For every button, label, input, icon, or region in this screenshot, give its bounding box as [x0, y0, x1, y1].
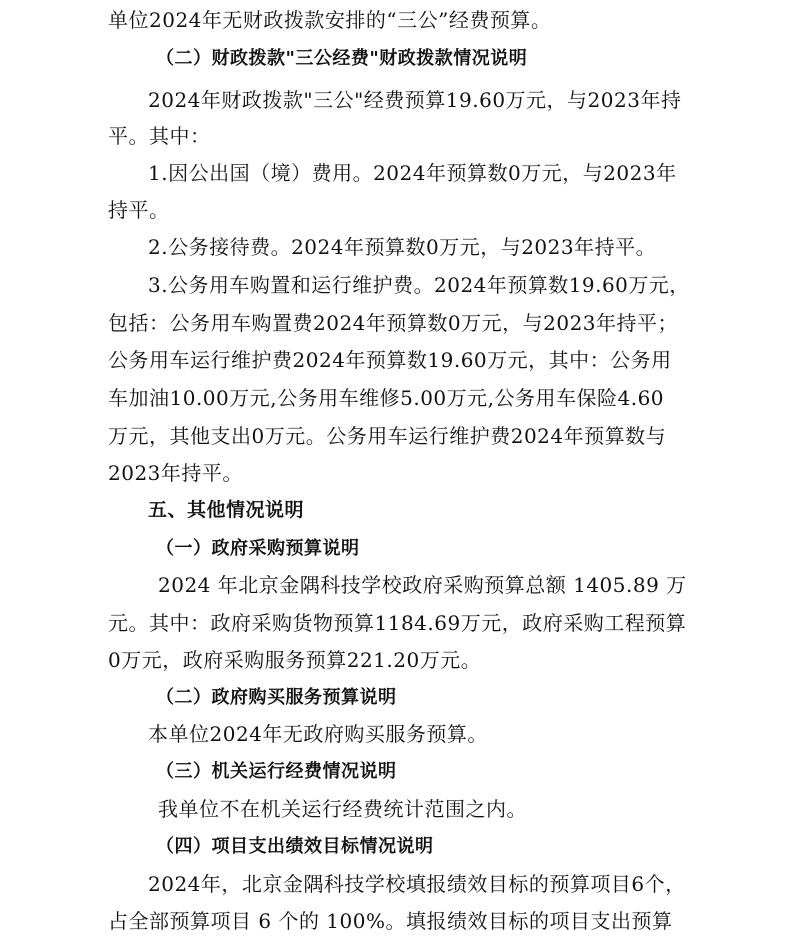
section-subheading: （四）项目支出绩效目标情况说明 [156, 836, 434, 857]
paragraph-line: 我单位不在机关运行经费统计范围之内。 [158, 797, 527, 821]
section-subheading: （三）机关运行经费情况说明 [156, 761, 397, 782]
paragraph-line: 3.公务用车购置和运行维护费。2024年预算数19.60万元， [148, 273, 690, 297]
section-heading: 五、其他情况说明 [148, 499, 305, 521]
paragraph-line: 包括：公务用车购置费2024年预算数0万元，与2023年持平； [108, 311, 679, 335]
section-subheading: （一）政府采购预算说明 [156, 538, 360, 559]
paragraph-line: 万元，其他支出0万元。公务用车运行维护费2024年预算数与 [108, 424, 667, 448]
paragraph-line: 持平。 [108, 198, 170, 222]
paragraph-line: 公务用车运行维护费2024年预算数19.60万元，其中：公务用 [108, 348, 672, 372]
paragraph-line: 元。其中：政府采购货物预算1184.69万元，政府采购工程预算 [108, 611, 687, 635]
paragraph-line: 2024年财政拨款"三公"经费预算19.60万元，与2023年持 [148, 88, 682, 112]
paragraph-line: 本单位2024年无政府购买服务预算。 [148, 722, 488, 746]
paragraph-line: 2024 年北京金隅科技学校政府采购预算总额 1405.89 万 [158, 573, 687, 597]
paragraph-line: 1.因公出国（境）费用。2024年预算数0万元，与2023年 [148, 161, 677, 185]
paragraph-line: 占全部预算项目 6 个的 100%。填报绩效目标的项目支出预算 [108, 909, 673, 933]
paragraph-line: 2.公务接待费。2024年预算数0万元，与2023年持平。 [148, 235, 657, 259]
paragraph-line: 2023年持平。 [108, 461, 243, 485]
paragraph-line: 单位2024年无财政拨款安排的“三公”经费预算。 [108, 8, 552, 32]
paragraph-line: 车加油10.00万元,公务用车维修5.00万元,公务用车保险4.60 [108, 386, 665, 410]
paragraph-line: 2024年，北京金隅科技学校填报绩效目标的预算项目6个， [148, 872, 686, 896]
paragraph-line: 平。其中： [108, 124, 211, 148]
section-subheading: （二）财政拨款"三公经费"财政拨款情况说明 [156, 48, 528, 69]
section-subheading: （二）政府购买服务预算说明 [156, 687, 397, 708]
paragraph-line: 0万元，政府采购服务预算221.20万元。 [108, 648, 482, 672]
